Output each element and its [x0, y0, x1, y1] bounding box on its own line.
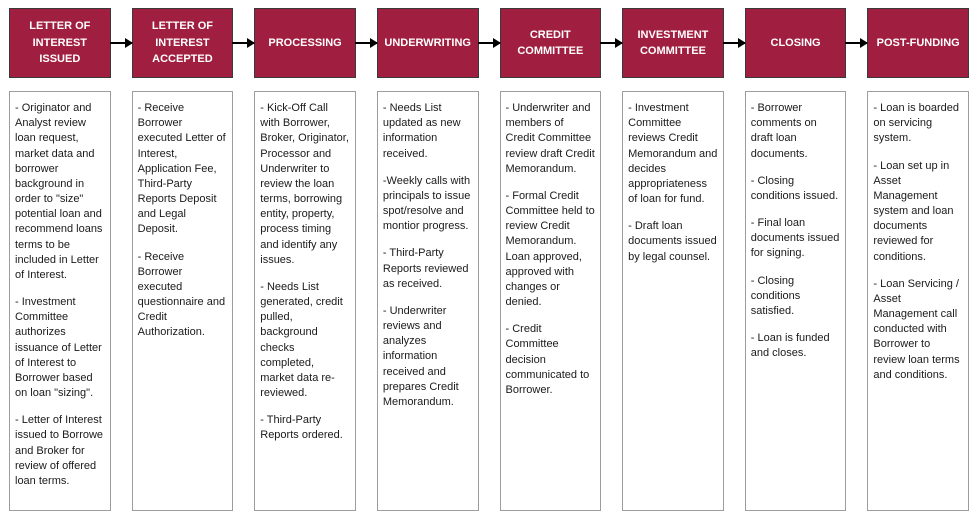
stage-item: - Closing conditions issued. — [750, 174, 839, 202]
stage-body — [867, 91, 969, 511]
stage-item: - Credit Committee decision communicated to Borrower. — [505, 323, 590, 396]
stage-column — [622, 8, 724, 511]
stage-item: - Draft loan documents issued by legal counsel. — [628, 220, 717, 263]
stage-header: LETTER OF INTEREST ISSUED — [9, 8, 111, 78]
stage-item: - Loan set up in Asset Management system and loan documents reviewed for conditions. — [873, 159, 954, 263]
stage-item: - Third-Party Reports reviewed as received. — [382, 247, 469, 290]
flow-arrow-icon — [478, 42, 500, 44]
stage-item: - Needs List updated as new information received. — [382, 102, 461, 160]
stage-item: - Investment Committee authorizes issuance of Letter of Interest to Borrower based on loan "sizing". — [15, 296, 102, 400]
flow-arrow-icon — [723, 42, 745, 44]
stage-column — [867, 8, 969, 511]
stage-column — [254, 8, 356, 511]
stage-item: - Needs List generated, credit pulled, background checks completed, market data re-reviewed. — [260, 280, 343, 400]
stage-item: - Kick-Off Call with Borrower, Broker, Originator, Processor and Underwriter to review the loan terms, borrowing entity, property, process timing and identify any issues. — [260, 102, 349, 266]
stage-item: - Originator and Analyst review loan request, market data and borrower background in order to "size" potential loan and recommend loans terms to be included in Letter of Interest. — [15, 102, 103, 281]
stage-body — [254, 91, 356, 511]
stage-item: - Closing conditions satisfied. — [750, 274, 801, 317]
stage-item: - Underwriter reviews and analyzes information received and prepares Credit Memorandum. — [382, 304, 459, 408]
stage-column — [377, 8, 479, 511]
process-flow — [9, 8, 969, 507]
stage-body — [622, 91, 724, 511]
stage-header: CREDIT COMMITTEE — [500, 8, 602, 78]
stage-header: PROCESSING — [254, 8, 356, 78]
stage-column — [9, 8, 111, 511]
flow-arrow-icon — [110, 42, 132, 44]
stage-body — [745, 91, 847, 511]
stage-item: - Underwriter and members of Credit Committee review draft Credit Memorandum. — [505, 102, 595, 175]
stage-header: LETTER OF INTEREST ACCEPTED — [132, 8, 234, 78]
stage-column — [745, 8, 847, 511]
stage-item: - Loan is boarded on servicing system. — [873, 102, 959, 145]
stage-item: - Third-Party Reports ordered. — [260, 414, 343, 442]
flow-arrow-icon — [355, 42, 377, 44]
stage-item: - Borrower comments on draft loan documents. — [750, 102, 817, 160]
stage-column — [500, 8, 602, 511]
stage-item: - Letter of Interest issued to Borrowe and Broker for review of offered loan terms. — [15, 414, 104, 487]
flow-arrow-icon — [845, 42, 867, 44]
stage-item: - Loan is funded and closes. — [750, 332, 830, 360]
stage-header: POST-FUNDING — [867, 8, 969, 78]
stage-item: - Receive Borrower executed Letter of Interest, Application Fee, Third-Party Reports Deposit and Legal Deposit. — [137, 102, 226, 236]
stage-item: - Receive Borrower executed questionnaire and Credit Authorization. — [137, 250, 226, 339]
stage-column — [132, 8, 234, 511]
stage-item: -Weekly calls with principals to issue spot/resolve and montior progress. — [382, 174, 471, 233]
flow-arrow-icon — [232, 42, 254, 44]
stage-item: - Investment Committee reviews Credit Memorandum and decides appropriateness of loan for fund. — [628, 102, 718, 206]
stage-header: UNDERWRITING — [377, 8, 479, 78]
flow-arrow-icon — [600, 42, 622, 44]
stage-header: CLOSING — [745, 8, 847, 78]
stage-body — [500, 91, 602, 511]
stage-header: INVESTMENT COMMITTEE — [622, 8, 724, 78]
stage-item: - Loan Servicing / Asset Management call conducted with Borrower to review loan terms and conditions. — [873, 277, 960, 381]
stage-body — [132, 91, 234, 511]
stage-item: - Formal Credit Committee held to review Credit Memorandum. Loan approved, approved with changes or denied. — [505, 189, 595, 309]
stage-body — [377, 91, 479, 511]
stage-body — [9, 91, 111, 511]
stage-item: - Final loan documents issued for signing. — [750, 217, 840, 260]
